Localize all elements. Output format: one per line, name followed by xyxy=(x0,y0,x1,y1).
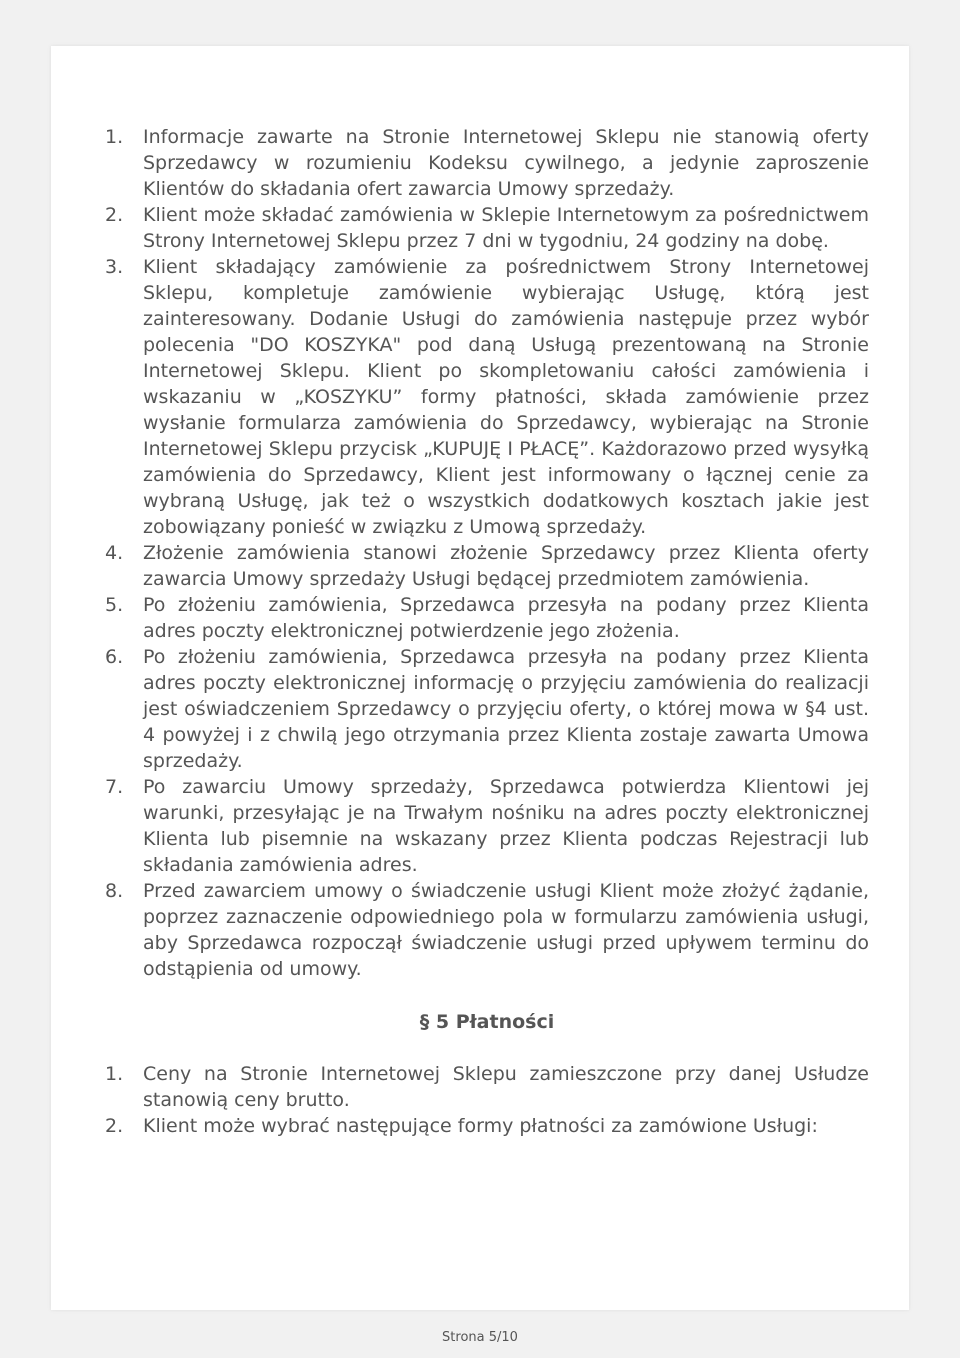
item-number: 7. xyxy=(105,776,124,798)
item-text: Informacje zawarte na Stronie Internetowej Sklepu nie stanowią oferty Sprzedawcy w rozumieniu Kodeksu cywilnego, a jedynie zaproszenie Klientów do składania ofert zawarcia Umowy sprzedaży. xyxy=(143,126,869,200)
item-text: Po złożeniu zamówienia, Sprzedawca przesyła na podany przez Klienta adres poczty elektronicznej informację o przyjęciu zamówienia do realizacji jest oświadczeniem Sprzedawcy o przyjęciu oferty, o której mowa w §4 ust. 4 powyżej i z chwilą jego otrzymania przez Klienta zostaje zawarta Umowa sprzedaży. xyxy=(143,646,869,772)
document-page xyxy=(51,46,909,1310)
item-number: 3. xyxy=(105,256,124,278)
item-text: Klient może wybrać następujące formy płatności za zamówione Usługi: xyxy=(143,1115,818,1137)
item-number: 1. xyxy=(105,126,124,148)
list-item xyxy=(105,124,869,202)
list-item xyxy=(105,644,869,774)
item-text: Po zawarciu Umowy sprzedaży, Sprzedawca potwierdza Klientowi jej warunki, przesyłając je na Trwałym nośniku na adres poczty elektronicznej Klienta lub pisemnie na wskazany przez Klienta podczas Rejestracji lub składania zamówienia adres. xyxy=(143,776,869,876)
order-terms-list xyxy=(105,124,869,982)
item-number: 8. xyxy=(105,880,124,902)
item-text: Ceny na Stronie Internetowej Sklepu zamieszczone przy danej Usłudze stanowią ceny brutto. xyxy=(143,1063,869,1111)
page-content xyxy=(105,124,869,1139)
list-item xyxy=(105,774,869,878)
payment-terms-list xyxy=(105,1061,869,1139)
list-item xyxy=(105,540,869,592)
list-item xyxy=(105,1113,869,1139)
item-text: Klient składający zamówienie za pośrednictwem Strony Internetowej Sklepu, kompletuje zamówienie wybierając Usługę, którą jest zainteresowany. Dodanie Usługi do zamówienia następuje przez wybór polecenia "DO KOSZYKA" pod daną Usługą prezentowaną na Stronie Internetowej Sklepu. Klient po skompletowaniu całości zamówienia i wskazaniu w „KOSZYKU” formy płatności, składa zamówienie przez wysłanie formularza zamówienia do Sprzedawcy, wybierając na Stronie Internetowej Sklepu przycisk „KUPUJĘ I PŁACĘ”. Każdorazowo przed wysyłką zamówienia do Sprzedawcy, Klient jest informowany o łącznej cenie za wybraną Usługę, jak też o wszystkich dodatkowych kosztach jakie jest zobowiązany ponieść w związku z Umową sprzedaży. xyxy=(143,256,869,538)
item-number: 5. xyxy=(105,594,124,616)
item-text: Przed zawarciem umowy o świadczenie usługi Klient może złożyć żądanie, poprzez zaznaczenie odpowiedniego pola w formularzu zamówienia usługi, aby Sprzedawca rozpoczął świadczenie usługi przed upływem terminu do odstąpienia od umowy. xyxy=(143,880,869,980)
list-item xyxy=(105,202,869,254)
list-item xyxy=(105,592,869,644)
item-number: 4. xyxy=(105,542,124,564)
item-number: 2. xyxy=(105,204,124,226)
list-item xyxy=(105,1061,869,1113)
item-text: Złożenie zamówienia stanowi złożenie Sprzedawcy przez Klienta oferty zawarcia Umowy sprzedaży Usługi będącej przedmiotem zamówienia. xyxy=(143,542,869,590)
list-item xyxy=(105,878,869,982)
item-text: Po złożeniu zamówienia, Sprzedawca przesyła na podany przez Klienta adres poczty elektronicznej potwierdzenie jego złożenia. xyxy=(143,594,869,642)
item-number: 6. xyxy=(105,646,124,668)
section-heading: § 5 Płatności xyxy=(419,1011,555,1033)
item-text: Klient może składać zamówienia w Sklepie Internetowym za pośrednictwem Strony Internetowej Sklepu przez 7 dni w tygodniu, 24 godziny na dobę. xyxy=(143,204,869,252)
item-number: 1. xyxy=(105,1063,124,1085)
item-number: 2. xyxy=(105,1115,124,1137)
list-item xyxy=(105,254,869,540)
page-number: Strona 5/10 xyxy=(442,1330,518,1345)
